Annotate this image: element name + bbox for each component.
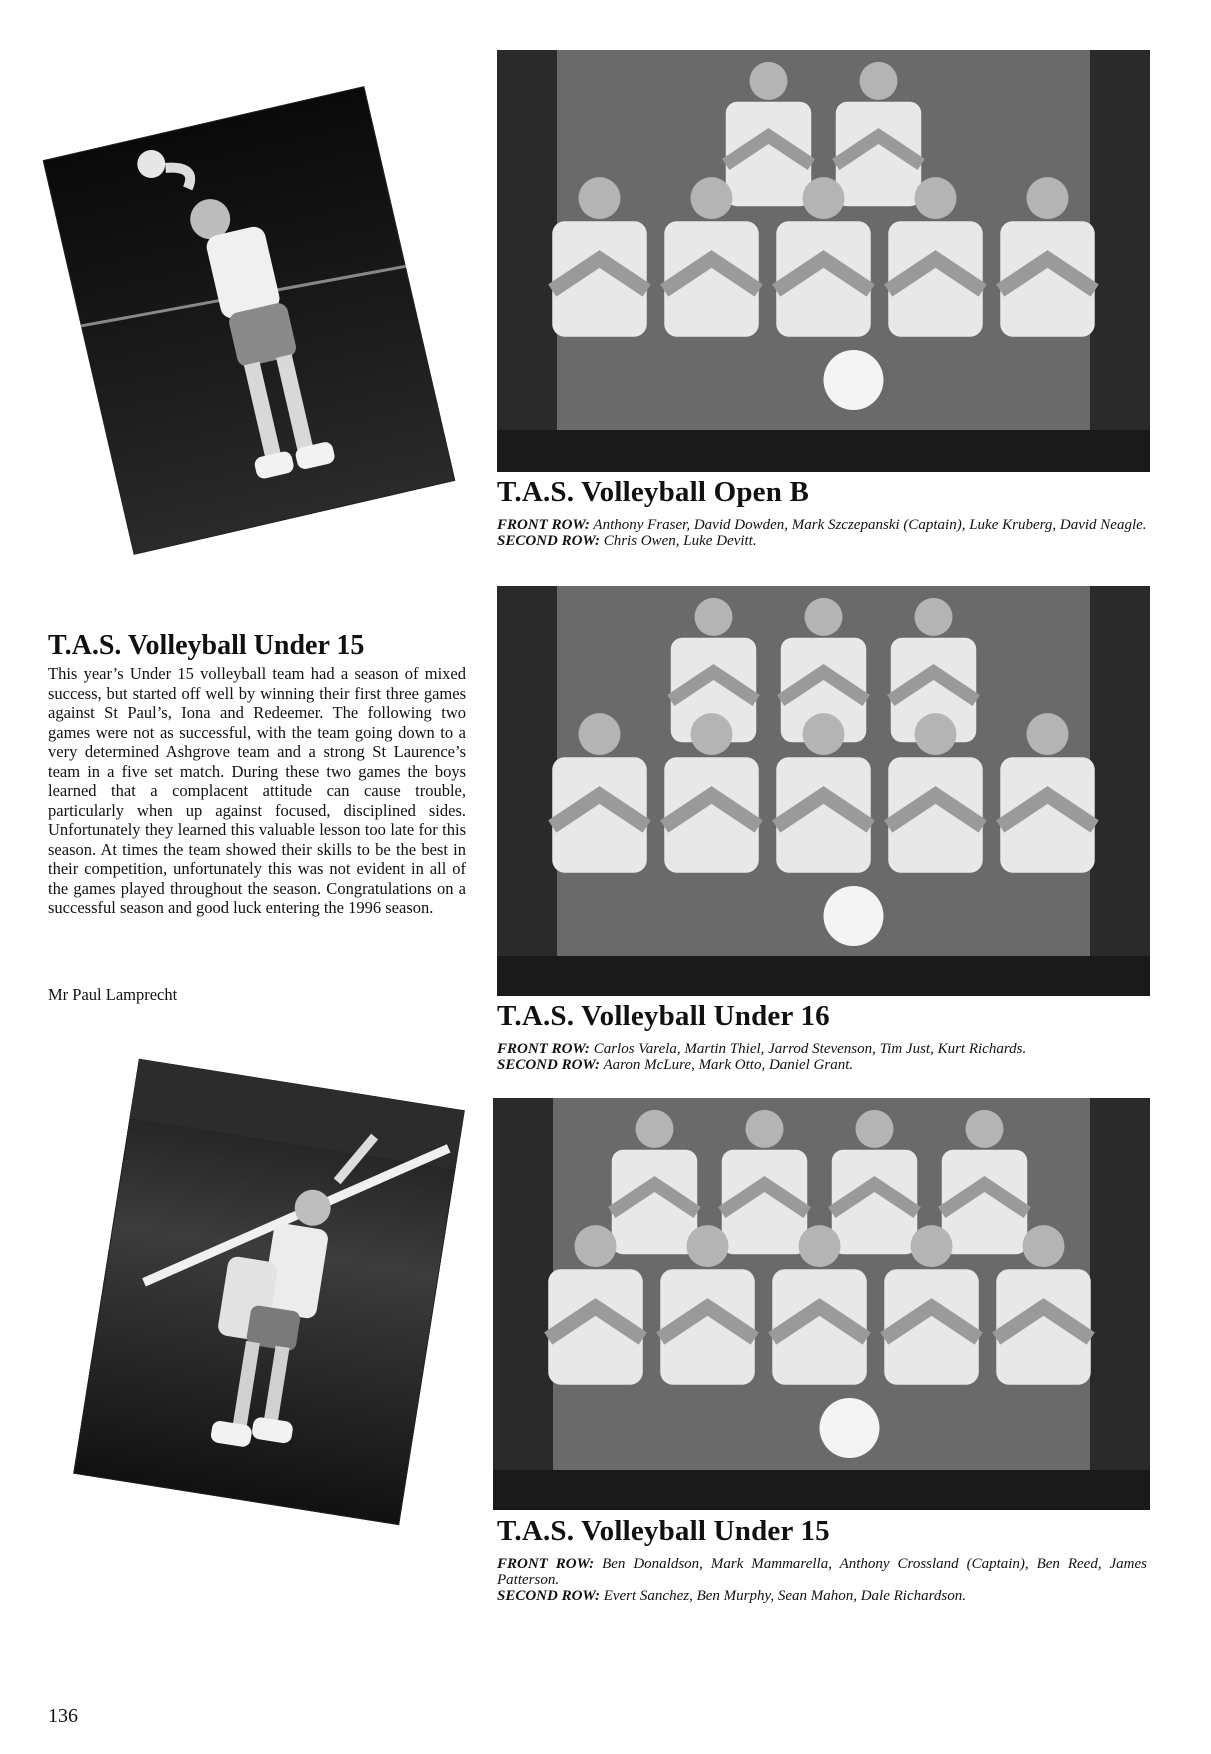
second-row-names: Aaron McLure, Mark Otto, Daniel Grant.: [603, 1057, 854, 1073]
team-caption-under-15: [497, 1556, 1147, 1604]
article-title: T.A.S. Volleyball Under 15: [48, 630, 365, 661]
team-under-15-players: [493, 1098, 1150, 1510]
team-photo-under-16: [497, 586, 1150, 996]
second-row-label: SECOND ROW:: [497, 1057, 600, 1073]
team-title-open-b: T.A.S. Volleyball Open B: [497, 476, 810, 508]
second-row-names: Evert Sanchez, Ben Murphy, Sean Mahon, Dale Richardson.: [603, 1588, 966, 1604]
front-row-names: Ben Donaldson, Mark Mammarella, Anthony Crossland (Captain), Ben Reed, James Patterson.: [497, 1556, 1148, 1588]
page-number: 136: [48, 1705, 78, 1727]
volleyball: [824, 350, 884, 410]
player-spiking-figure: [43, 86, 456, 555]
team-open-b-players: [497, 50, 1150, 472]
team-title-under-16: T.A.S. Volleyball Under 16: [497, 1000, 830, 1032]
second-row-label: SECOND ROW:: [497, 533, 600, 549]
second-row-names: Chris Owen, Luke Devitt.: [603, 533, 757, 549]
team-title-under-15: T.A.S. Volleyball Under 15: [497, 1515, 830, 1547]
team-under-16-players: [497, 586, 1150, 996]
article-author: Mr Paul Lamprecht: [48, 985, 178, 1004]
front-row-label: FRONT ROW:: [497, 1041, 590, 1057]
volleyball: [824, 886, 884, 946]
team-caption-open-b: [497, 517, 1147, 549]
article-body: This year’s Under 15 volleyball team had a season of mixed success, but started off well by winning their first three games against St Paul’s, Iona and Redeemer. The following two games were not as successful, with the team going down to a very determined Ashgrove team and a strong St Laurence’s team in a five set match. During these two games the boys learned that a complacent attitude can cause trouble, particularly when up against focused, disciplined sides. Unfortunately they learned this valuable lesson too late for this season. At times the team showed their skills to be the best in their competition, unfortunately this was not evident in all of the games played throughout the season. Congratulations on a successful season and good luck entering the 1996 season.: [48, 664, 466, 917]
front-row-label: FRONT ROW:: [497, 517, 590, 533]
players-blocking-figure: [73, 1059, 465, 1525]
front-row-names: Carlos Varela, Martin Thiel, Jarrod Stevenson, Tim Just, Kurt Richards.: [593, 1041, 1027, 1057]
front-row-label: FRONT ROW:: [497, 1556, 595, 1572]
action-photo-spike: [43, 86, 456, 555]
action-photo-block: [73, 1059, 465, 1525]
volleyball: [820, 1398, 880, 1458]
second-row-label: SECOND ROW:: [497, 1588, 600, 1604]
front-row-names: Anthony Fraser, David Dowden, Mark Szczepanski (Captain), Luke Kruberg, David Neagle.: [593, 517, 1147, 533]
team-photo-open-b: [497, 50, 1150, 472]
team-photo-under-15: [493, 1098, 1150, 1510]
team-caption-under-16: [497, 1041, 1147, 1073]
